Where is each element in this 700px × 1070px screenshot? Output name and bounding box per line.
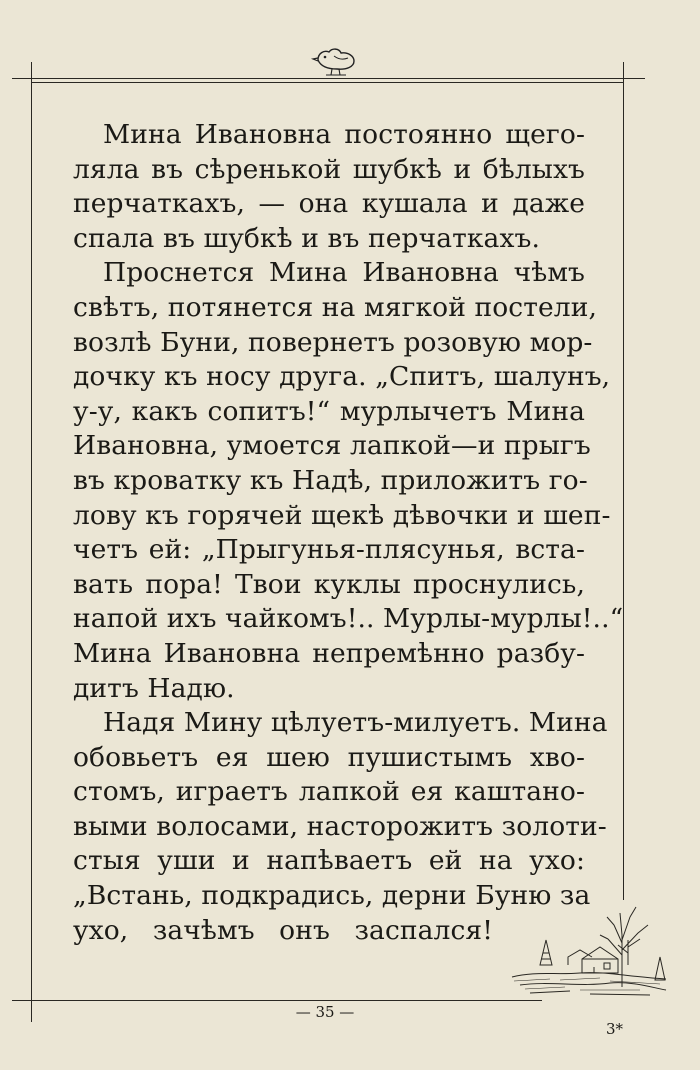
left-border-outer (31, 62, 32, 1022)
footer-rule (12, 1000, 542, 1001)
text-line: дочку къ носу друга. „Спитъ, шалунъ, (73, 361, 611, 393)
right-border (623, 62, 624, 900)
text-line: у-у, какъ сопитъ!“ мурлычетъ Мина (73, 395, 585, 427)
header-rule-top (12, 78, 645, 79)
text-line: четъ ей: „Прыгунья-плясунья, вста- (73, 534, 585, 566)
page-number: — 35 — (295, 1003, 355, 1021)
body-text (73, 118, 624, 948)
text-line: въ кроватку къ Надѣ, приложитъ го- (73, 464, 588, 496)
text-line: свѣтъ, потянется на мягкой постели, (73, 291, 598, 323)
text-line: лову къ горячей щекѣ дѣвочки и шеп- (73, 499, 611, 531)
text-line: Проснется Мина Ивановна чѣмъ (103, 257, 585, 289)
text-line: Ивановна, умоется лапкой—и прыгъ (73, 430, 591, 462)
text-line: напой ихъ чайкомъ!.. Мурлы-мурлы!..“ (73, 603, 624, 635)
paragraph-3 (73, 706, 608, 948)
text-line: ляла въ сѣренькой шубкѣ и бѣлыхъ (73, 153, 585, 185)
text-line: спала въ шубкѣ и въ перчаткахъ. (73, 222, 540, 254)
paragraph-1 (73, 118, 585, 256)
paragraph-2 (73, 256, 624, 706)
text-line: стомъ, играетъ лапкой ея каштано- (73, 776, 585, 808)
winter-landscape-icon (510, 895, 668, 1000)
text-line: Надя Мину цѣлуетъ-милуетъ. Мина (103, 707, 608, 739)
signature-mark: 3* (606, 1020, 624, 1038)
text-line: перчаткахъ, — она кушала и даже (73, 188, 585, 220)
header-rule-bottom (32, 82, 624, 83)
text-line: ухо, зачѣмъ онъ заспался! (73, 914, 493, 946)
text-line: Мина Ивановна непремѣнно разбу- (73, 637, 585, 669)
text-line: вать пора! Твои куклы проснулись, (73, 568, 585, 600)
text-line: выми волосами, насторожитъ золоти- (73, 810, 607, 842)
text-line: возлѣ Буни, повернетъ розовую мор- (73, 326, 593, 358)
text-line: дитъ Надю. (73, 672, 235, 704)
text-line: Мина Ивановна постоянно щего- (103, 119, 585, 150)
bird-icon (310, 44, 358, 78)
text-line: стыя уши и напѣваетъ ей на ухо: (73, 845, 585, 877)
text-line: „Встань, подкрадись, дерни Буню за (73, 880, 591, 912)
text-line: обовьетъ ея шею пушистымъ хво- (73, 741, 585, 773)
